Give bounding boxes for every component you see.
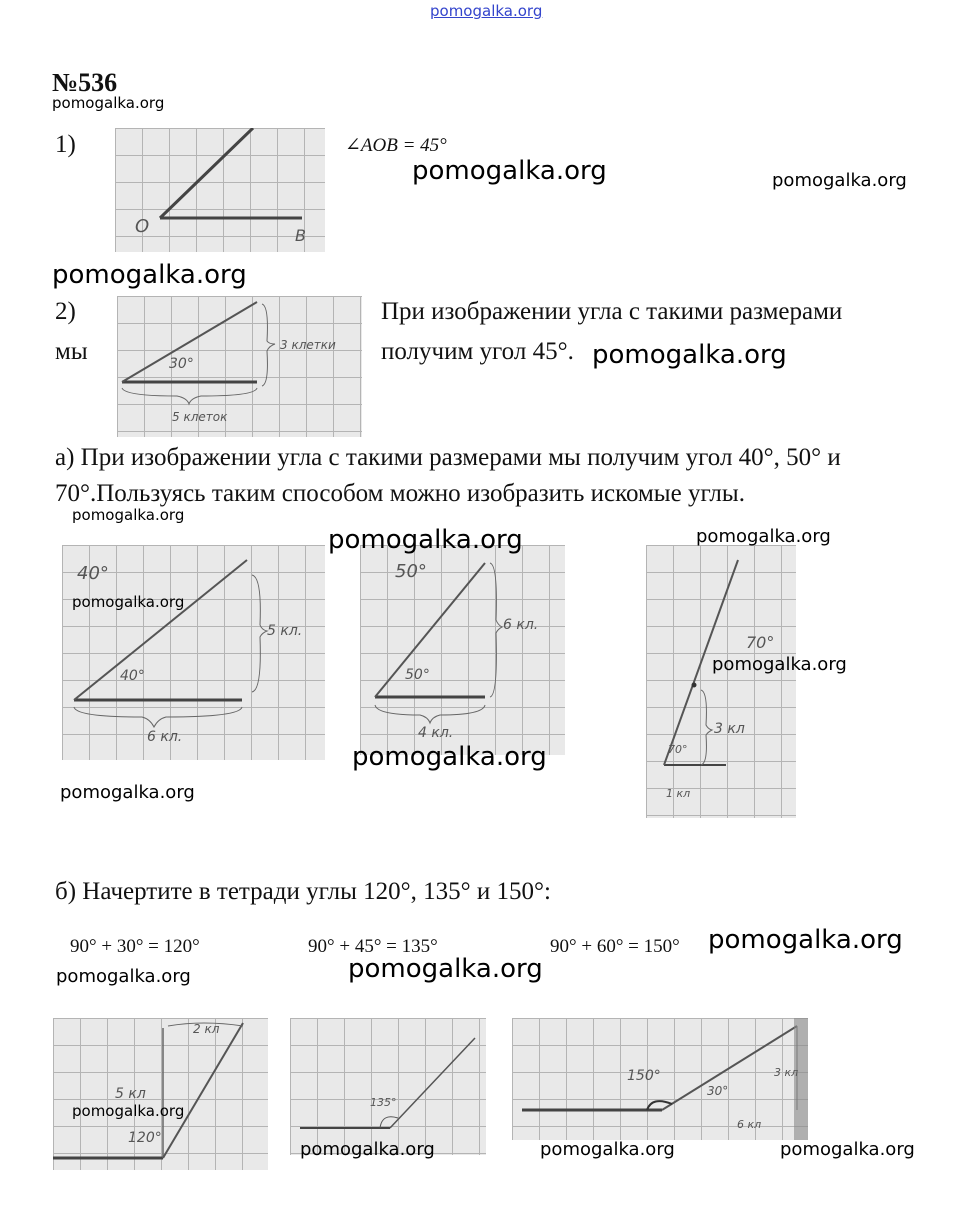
angle-label: 70° — [668, 743, 688, 756]
watermark: pomogalka.org — [592, 340, 787, 370]
formula-120: 90° + 30° = 120° — [70, 936, 200, 957]
watermark: pomogalka.org — [72, 593, 185, 611]
watermark: pomogalka.org — [540, 1139, 675, 1160]
watermark: pomogalka.org — [72, 1102, 185, 1120]
figure-angle-135 — [290, 1018, 486, 1155]
part1-label: 1) — [55, 131, 76, 158]
width-label: 4 кл. — [418, 725, 454, 741]
watermark: pomogalka.org — [696, 526, 831, 547]
figure-angle-45 — [115, 128, 325, 252]
watermark: pomogalka.org — [772, 170, 907, 191]
watermark: pomogalka.org — [708, 925, 903, 955]
part2-text-line1: При изображении угла с такими размерами — [381, 298, 843, 325]
angle-label: 40° — [120, 668, 145, 684]
height-label: 5 кл. — [267, 623, 303, 639]
watermark: pomogalka.org — [300, 1139, 435, 1160]
part-a-line2: 70°.Пользуясь таким способом можно изобразить искомые углы. — [55, 480, 745, 507]
part-b-line: б) Начертите в тетради углы 120°, 135° и 150°: — [55, 878, 551, 905]
figure-angle-30 — [117, 296, 362, 437]
angle-label: 50° — [405, 667, 430, 683]
watermark: pomogalka.org — [328, 525, 523, 555]
figure-angle-40 — [62, 545, 325, 760]
task-number: №536 — [52, 68, 118, 97]
figure-angle-150 — [512, 1018, 808, 1140]
height-label: 3 кл — [714, 721, 745, 737]
watermark: pomogalka.org — [412, 156, 607, 186]
watermark: pomogalka.org — [60, 782, 195, 803]
title-label: 40° — [77, 563, 109, 584]
formula-135: 90° + 45° = 135° — [308, 936, 438, 957]
formula-150: 90° + 60° = 150° — [550, 936, 680, 957]
height-label: 5 кл — [115, 1086, 146, 1102]
label-b: B — [295, 226, 306, 245]
width-label: 6 кл — [737, 1118, 762, 1131]
watermark: pomogalka.org — [348, 954, 543, 984]
watermark: pomogalka.org — [52, 94, 165, 112]
part2-label: 2) — [55, 298, 76, 325]
label-o: O — [135, 216, 150, 237]
part2-label2: мы — [55, 338, 88, 365]
height-label: 3 кл — [774, 1066, 799, 1079]
watermark: pomogalka.org — [780, 1139, 915, 1160]
height-label: 6 кл. — [503, 617, 539, 633]
angle-label: 120° — [128, 1130, 162, 1146]
watermark: pomogalka.org — [72, 506, 185, 524]
mid-angle-label: 30° — [707, 1084, 729, 1098]
angle-label: 30° — [169, 356, 194, 372]
height-label: 3 клетки — [280, 338, 336, 352]
watermark: pomogalka.org — [712, 654, 847, 675]
figure-angle-50 — [360, 545, 565, 755]
top-label: 2 кл — [193, 1022, 220, 1036]
title-label: 50° — [395, 561, 427, 582]
part-a-line1: а) При изображении угла с такими размерами мы получим угол 40°, 50° и — [55, 444, 841, 471]
angle-label: 135° — [370, 1096, 397, 1109]
angle-label: 150° — [627, 1068, 661, 1084]
watermark: pomogalka.org — [352, 742, 547, 772]
part2-text-line2: получим угол 45°. — [381, 338, 574, 365]
width-label: 6 кл. — [147, 729, 183, 745]
figure-angle-70 — [646, 545, 796, 818]
figure-angle-120 — [53, 1018, 268, 1170]
watermark: pomogalka.org — [52, 260, 247, 290]
header-watermark-link[interactable]: pomogalka.org — [430, 2, 543, 20]
watermark: pomogalka.org — [56, 966, 191, 987]
part1-answer: ∠AOB = 45° — [345, 135, 447, 156]
title-label: 70° — [746, 633, 775, 652]
width-label: 5 клеток — [172, 410, 228, 424]
width-label: 1 кл — [666, 787, 691, 800]
